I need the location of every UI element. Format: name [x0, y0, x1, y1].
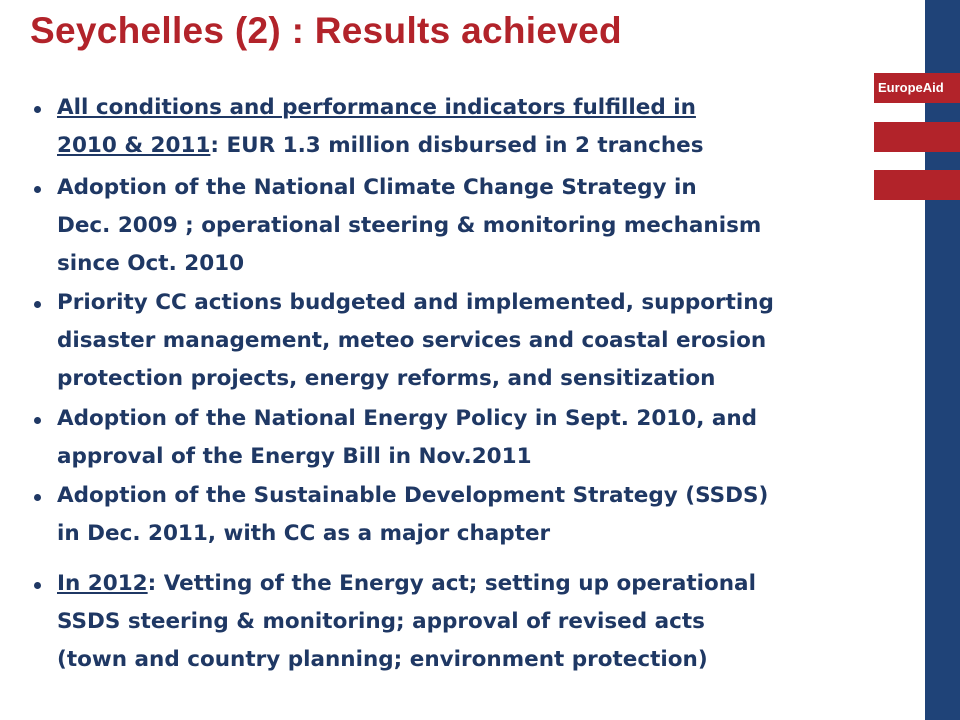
underlined-text: In 2012 [57, 571, 148, 596]
bullet-text: : Vetting of the Energy act; setting up operational [147, 571, 756, 596]
bullet-dot-icon [34, 301, 41, 308]
bullet-dot-icon [34, 494, 41, 501]
bullet-line: since Oct. 2010 [57, 251, 245, 276]
underlined-text: All conditions and performance indicators fulfilled in [57, 95, 696, 120]
europeaid-logo: EuropeAid [874, 73, 960, 103]
underlined-text: 2010 & 2011 [57, 133, 211, 158]
side-bar [925, 0, 960, 720]
decorative-red-block [874, 170, 960, 200]
bullet-line: disaster management, meteo services and coastal erosion [57, 328, 767, 353]
bullet-line [57, 570, 756, 598]
slide-title: Seychelles (2) : Results achieved [30, 10, 622, 51]
bullet-text: : EUR 1.3 million disbursed in 2 tranches [210, 133, 704, 158]
decorative-red-block [874, 122, 960, 152]
bullet-line: Priority CC actions budgeted and implemented, supporting [57, 290, 774, 315]
bullet-dot-icon [34, 186, 41, 193]
bullet-dot-icon [34, 582, 41, 589]
bullet-line: in Dec. 2011, with CC as a major chapter [57, 521, 551, 546]
bullet-dot-icon [34, 106, 41, 113]
bullet-line: Dec. 2009 ; operational steering & monitoring mechanism [57, 213, 762, 238]
bullet-line: SSDS steering & monitoring; approval of revised acts [57, 609, 705, 634]
bullet-line: approval of the Energy Bill in Nov.2011 [57, 444, 532, 469]
bullet-line [57, 132, 704, 160]
bullet-dot-icon [34, 417, 41, 424]
bullet-line: Adoption of the National Energy Policy in Sept. 2010, and [57, 406, 758, 431]
bullet-line [57, 94, 696, 122]
bullet-line: (town and country planning; environment protection) [57, 647, 708, 672]
bullet-line: Adoption of the Sustainable Development Strategy (SSDS) [57, 483, 769, 508]
bullet-line: Adoption of the National Climate Change Strategy in [57, 175, 697, 200]
bullet-line: protection projects, energy reforms, and sensitization [57, 366, 716, 391]
